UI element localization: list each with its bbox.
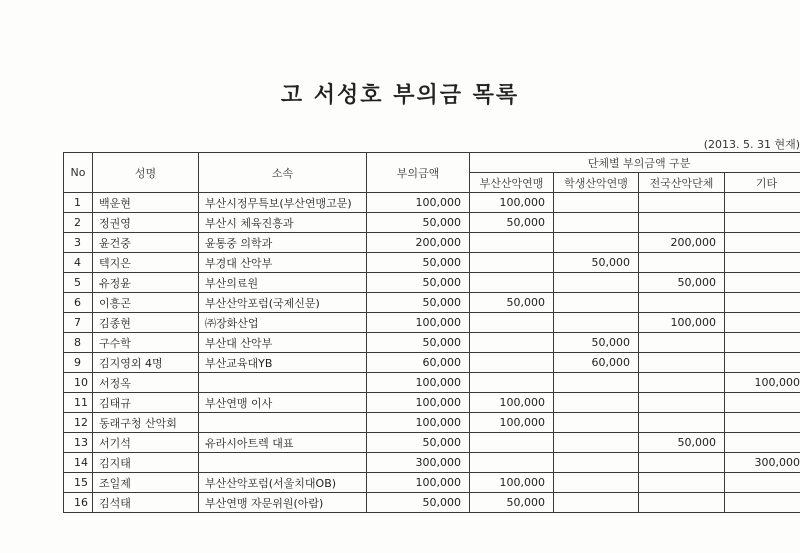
table-row (64, 473, 800, 493)
table-row (64, 193, 800, 213)
row-affiliation: 부산시 체육진흥과 (199, 213, 367, 233)
row-national-alpine (639, 393, 725, 413)
row-student-alpine (554, 473, 639, 493)
row-national-alpine (639, 353, 725, 373)
date-note: (2013. 5. 31 현재) (703, 138, 800, 151)
row-student-alpine: 60,000 (554, 353, 639, 373)
row-no: 14 (64, 453, 93, 473)
row-amount: 50,000 (367, 293, 470, 313)
header-other: 기타 (725, 173, 800, 193)
row-student-alpine: 50,000 (554, 253, 639, 273)
row-student-alpine: 50,000 (554, 333, 639, 353)
row-national-alpine (639, 453, 725, 473)
row-amount: 100,000 (367, 473, 470, 493)
row-busan-alpine (470, 313, 554, 333)
row-amount: 50,000 (367, 433, 470, 453)
row-name: 정권영 (93, 213, 199, 233)
row-no: 5 (64, 273, 93, 293)
row-other (725, 253, 800, 273)
row-student-alpine (554, 393, 639, 413)
row-affiliation: 유라시아트렉 대표 (199, 433, 367, 453)
table-row (64, 433, 800, 453)
row-affiliation (199, 453, 367, 473)
row-amount: 100,000 (367, 193, 470, 213)
header-group: 단체별 부의금액 구분 (470, 153, 800, 173)
row-amount: 50,000 (367, 213, 470, 233)
row-name: 김지영외 4명 (93, 353, 199, 373)
row-other: 300,000 (725, 453, 800, 473)
table-row (64, 293, 800, 313)
row-no: 4 (64, 253, 93, 273)
table-row (64, 493, 800, 513)
row-other (725, 293, 800, 313)
row-busan-alpine: 50,000 (470, 293, 554, 313)
row-affiliation: 부산교육대YB (199, 353, 367, 373)
row-busan-alpine: 100,000 (470, 393, 554, 413)
row-busan-alpine (470, 353, 554, 373)
row-national-alpine: 50,000 (639, 273, 725, 293)
row-student-alpine (554, 373, 639, 393)
row-amount: 50,000 (367, 253, 470, 273)
row-name: 김지태 (93, 453, 199, 473)
row-other (725, 493, 800, 513)
table-body (64, 193, 800, 513)
table-row (64, 273, 800, 293)
row-other (725, 333, 800, 353)
row-affiliation: 부산대 산악부 (199, 333, 367, 353)
row-other (725, 473, 800, 493)
row-no: 3 (64, 233, 93, 253)
row-no: 7 (64, 313, 93, 333)
row-affiliation (199, 373, 367, 393)
row-national-alpine (639, 293, 725, 313)
row-other (725, 193, 800, 213)
row-amount: 60,000 (367, 353, 470, 373)
row-affiliation: 부산연맹 이사 (199, 393, 367, 413)
row-amount: 100,000 (367, 393, 470, 413)
row-national-alpine (639, 213, 725, 233)
condolence-table (63, 152, 800, 513)
row-national-alpine: 50,000 (639, 433, 725, 453)
row-amount: 50,000 (367, 333, 470, 353)
row-other (725, 273, 800, 293)
row-name: 김종현 (93, 313, 199, 333)
row-other (725, 413, 800, 433)
row-busan-alpine (470, 373, 554, 393)
table-row (64, 253, 800, 273)
header-national-alpine: 전국산악단체 (639, 173, 725, 193)
header-busan-alpine: 부산산악연맹 (470, 173, 554, 193)
row-other (725, 313, 800, 333)
table-row (64, 313, 800, 333)
row-national-alpine (639, 253, 725, 273)
row-name: 이흥곤 (93, 293, 199, 313)
row-amount: 100,000 (367, 413, 470, 433)
row-other: 100,000 (725, 373, 800, 393)
row-other (725, 433, 800, 453)
table-row (64, 213, 800, 233)
row-amount: 100,000 (367, 373, 470, 393)
row-name: 텍지은 (93, 253, 199, 273)
row-busan-alpine: 50,000 (470, 493, 554, 513)
row-no: 11 (64, 393, 93, 413)
row-student-alpine (554, 293, 639, 313)
row-busan-alpine: 100,000 (470, 413, 554, 433)
row-other (725, 233, 800, 253)
row-amount: 200,000 (367, 233, 470, 253)
row-amount: 50,000 (367, 493, 470, 513)
row-no: 8 (64, 333, 93, 353)
row-no: 10 (64, 373, 93, 393)
header-no: No (64, 153, 93, 193)
row-affiliation: 부산산악포럼(서울치대OB) (199, 473, 367, 493)
header-student-alpine: 학생산악연맹 (554, 173, 639, 193)
row-national-alpine (639, 413, 725, 433)
row-student-alpine (554, 233, 639, 253)
row-national-alpine (639, 473, 725, 493)
row-affiliation: 부산연맹 자문위원(아람) (199, 493, 367, 513)
row-student-alpine (554, 433, 639, 453)
row-affiliation: 부산시정무특보(부산연맹고문) (199, 193, 367, 213)
row-amount: 50,000 (367, 273, 470, 293)
table-row (64, 233, 800, 253)
row-affiliation: 부산산악포럼(국제신문) (199, 293, 367, 313)
row-national-alpine (639, 333, 725, 353)
row-name: 구수학 (93, 333, 199, 353)
row-name: 조일제 (93, 473, 199, 493)
row-national-alpine (639, 193, 725, 213)
row-no: 16 (64, 493, 93, 513)
row-busan-alpine (470, 253, 554, 273)
row-amount: 300,000 (367, 453, 470, 473)
row-no: 9 (64, 353, 93, 373)
row-busan-alpine: 50,000 (470, 213, 554, 233)
row-busan-alpine (470, 453, 554, 473)
row-name: 김석태 (93, 493, 199, 513)
row-no: 1 (64, 193, 93, 213)
row-affiliation: 윤통중 의학과 (199, 233, 367, 253)
row-no: 12 (64, 413, 93, 433)
row-affiliation: 부산의료원 (199, 273, 367, 293)
row-busan-alpine (470, 333, 554, 353)
row-other (725, 353, 800, 373)
row-student-alpine (554, 193, 639, 213)
row-name: 동래구청 산악회 (93, 413, 199, 433)
row-national-alpine: 100,000 (639, 313, 725, 333)
row-other (725, 393, 800, 413)
row-national-alpine (639, 493, 725, 513)
page-title: 고 서성호 부의금 목록 (280, 83, 520, 108)
row-student-alpine (554, 413, 639, 433)
row-name: 서기석 (93, 433, 199, 453)
row-busan-alpine: 100,000 (470, 473, 554, 493)
table-row (64, 393, 800, 413)
row-name: 윤건중 (93, 233, 199, 253)
row-student-alpine (554, 453, 639, 473)
table-row (64, 333, 800, 353)
row-busan-alpine (470, 433, 554, 453)
row-national-alpine (639, 373, 725, 393)
row-amount: 100,000 (367, 313, 470, 333)
row-affiliation: ㈜장화산업 (199, 313, 367, 333)
row-no: 15 (64, 473, 93, 493)
row-student-alpine (554, 273, 639, 293)
row-busan-alpine (470, 273, 554, 293)
row-busan-alpine: 100,000 (470, 193, 554, 213)
row-student-alpine (554, 493, 639, 513)
header-affiliation: 소속 (199, 153, 367, 193)
row-other (725, 213, 800, 233)
row-student-alpine (554, 213, 639, 233)
row-name: 김태규 (93, 393, 199, 413)
row-no: 2 (64, 213, 93, 233)
table-row (64, 453, 800, 473)
row-national-alpine: 200,000 (639, 233, 725, 253)
table-row (64, 353, 800, 373)
row-name: 서정옥 (93, 373, 199, 393)
row-no: 6 (64, 293, 93, 313)
row-affiliation (199, 413, 367, 433)
table-row (64, 413, 800, 433)
header-amount: 부의금액 (367, 153, 470, 193)
row-student-alpine (554, 313, 639, 333)
table-row (64, 373, 800, 393)
row-no: 13 (64, 433, 93, 453)
row-affiliation: 부경대 산악부 (199, 253, 367, 273)
header-name: 성명 (93, 153, 199, 193)
row-busan-alpine (470, 233, 554, 253)
row-name: 백운현 (93, 193, 199, 213)
row-name: 유정윤 (93, 273, 199, 293)
